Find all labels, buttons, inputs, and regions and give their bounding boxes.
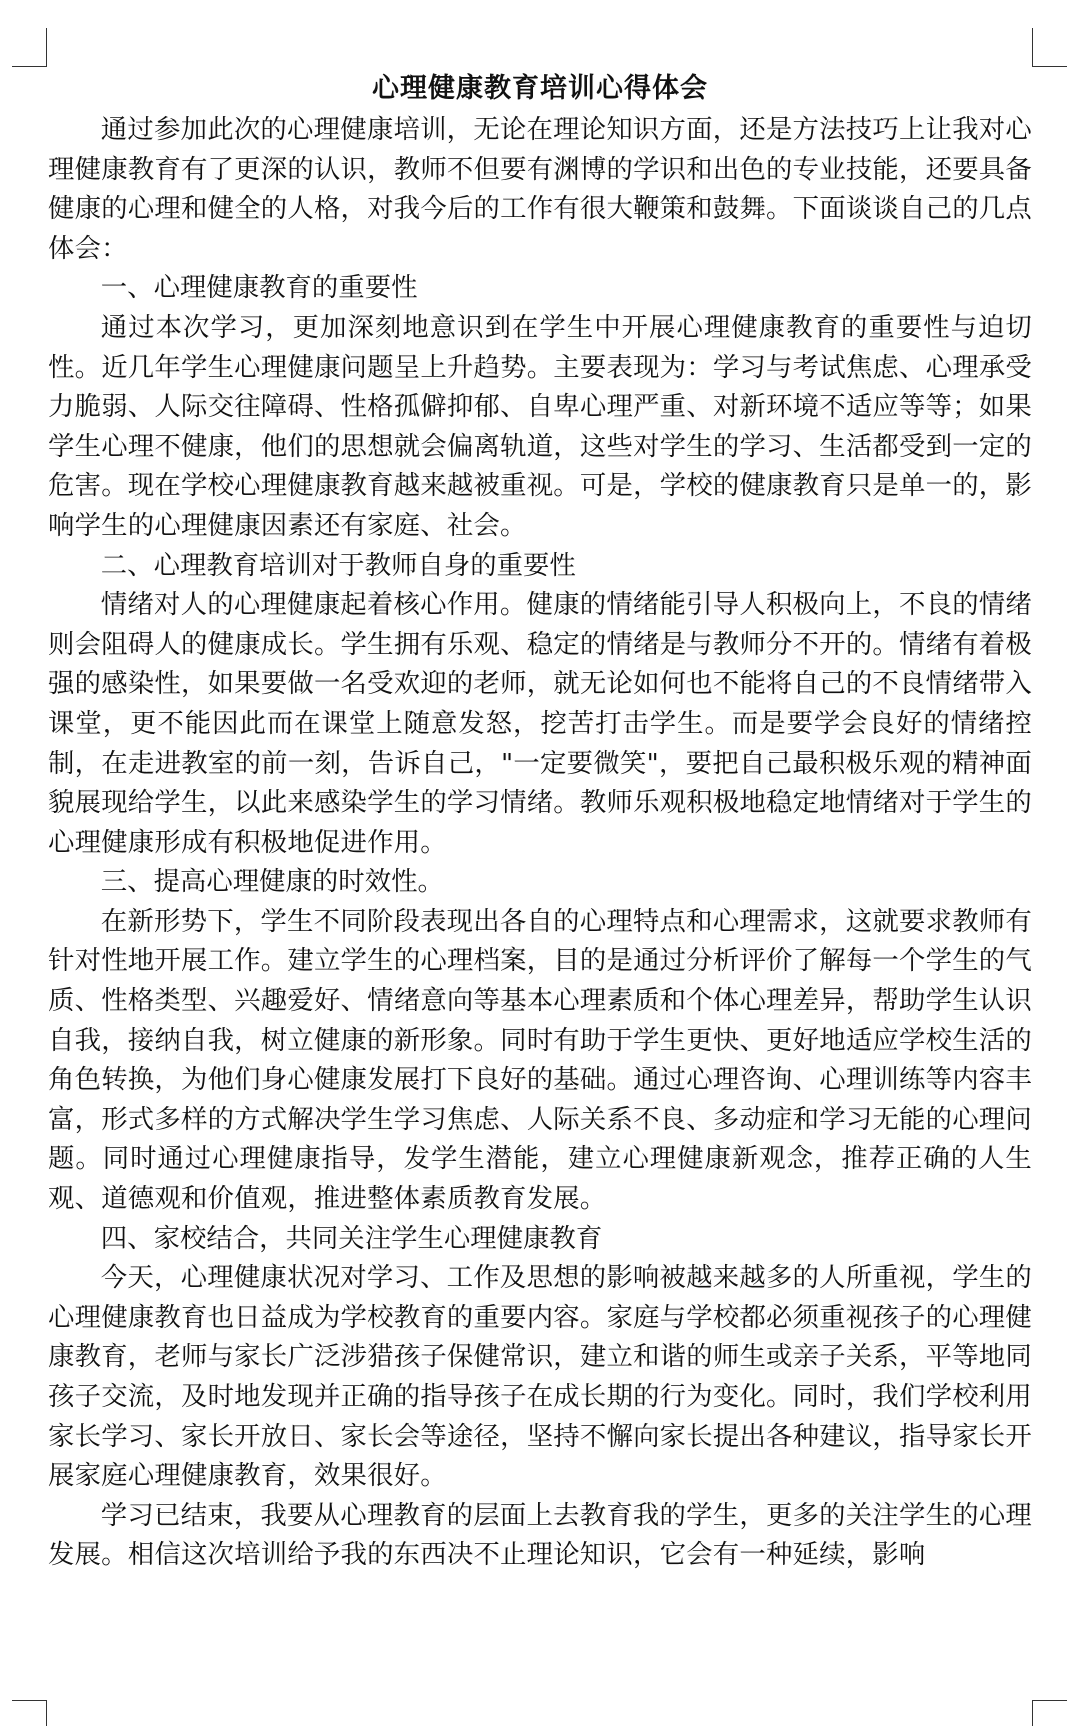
crop-mark-top-left xyxy=(12,28,47,67)
crop-mark-bottom-left xyxy=(12,1700,47,1726)
section-body-3: 在新形势下，学生不同阶段表现出各自的心理特点和心理需求，这就要求教师有针对性地开展工作。建立学生的心理档案，目的是通过分析评价了解每一个学生的气质、性格类型、兴趣爱好、情绪意向等基本心理素质和个体心理差异，帮助学生认识自我，接纳自我，树立健康的新形象。同时有助于学生更快、更好地适应学校生活的角色转换，为他们身心健康发展打下良好的基础。通过心理咨询、心理训练等内容丰富，形式多样的方式解决学生学习焦虑、人际关系不良、多动症和学习无能的心理问题。同时通过心理健康指导，发学生潜能，建立心理健康新观念，推荐正确的人生观、道德观和价值观，推进整体素质教育发展。 xyxy=(48,905,1032,1215)
crop-mark-top-right xyxy=(1032,28,1067,67)
section-body-2: 情绪对人的心理健康起着核心作用。健康的情绪能引导人积极向上，不良的情绪则会阻碍人的健康成长。学生拥有乐观、稳定的情绪是与教师分不开的。情绪有着极强的感染性，如果要做一名受欢迎的老师，就无论如何也不能将自己的不良情绪带入课堂，更不能因此而在课堂上随意发怒，挖苦打击学生。而是要学会良好的情绪控制，在走进教室的前一刻，告诉自己，"一定要微笑"，要把自己最积极乐观的精神面貌展现给学生，以此来感染学生的学习情绪。教师乐观积极地稳定地情绪对于学生的心理健康形成有积极地促进作用。 xyxy=(48,589,1032,858)
section-heading-4: 四、家校结合，共同关注学生心理健康教育 xyxy=(100,1222,603,1254)
closing-paragraph: 学习已结束，我要从心理教育的层面上去教育我的学生，更多的关注学生的心理发展。相信这次培训给予我的东西决不止理论知识，它会有一种延续，影响 xyxy=(48,1499,1032,1571)
section-heading-2: 二、心理教育培训对于教师自身的重要性 xyxy=(100,549,576,581)
intro-paragraph: 通过参加此次的心理健康培训，无论在理论知识方面，还是方法技巧上让我对心理健康教育有了更深的认识，教师不但要有渊博的学识和出色的专业技能，还要具备健康的心理和健全的人格，对我今后的工作有很大鞭策和鼓舞。下面谈谈自己的几点体会： xyxy=(48,114,1032,264)
section-body-4: 今天，心理健康状况对学习、工作及思想的影响被越来越多的人所重视，学生的心理健康教育也日益成为学校教育的重要内容。家庭与学校都必须重视孩子的心理健康教育，老师与家长广泛涉猎孩子保健常识，建立和谐的师生或亲子关系，平等地同孩子交流，及时地发现并正确的指导孩子在成长期的行为变化。同时，我们学校利用家长学习、家长开放日、家长会等途径，坚持不懈向家长提出各种建议，指导家长开展家庭心理健康教育，效果很好。 xyxy=(48,1262,1032,1492)
section-body-1: 通过本次学习，更加深刻地意识到在学生中开展心理健康教育的重要性与迫切性。近几年学生心理健康问题呈上升趋势。主要表现为：学习与考试焦虑、心理承受力脆弱、人际交往障碍、性格孤僻抑郁、自卑心理严重、对新环境不适应等等；如果学生心理不健康，他们的思想就会偏离轨道，这些对学生的学习、生活都受到一定的危害。现在学校心理健康教育越来越被重视。可是，学校的健康教育只是单一的，影响学生的心理健康因素还有家庭、社会。 xyxy=(48,311,1032,541)
section-heading-1: 一、心理健康教育的重要性 xyxy=(100,272,418,304)
crop-mark-bottom-right xyxy=(1032,1700,1067,1726)
section-heading-3: 三、提高心理健康的时效性。 xyxy=(100,866,444,898)
document-body xyxy=(48,68,1032,1575)
document-title: 心理健康教育培训心得体会 xyxy=(372,73,708,104)
